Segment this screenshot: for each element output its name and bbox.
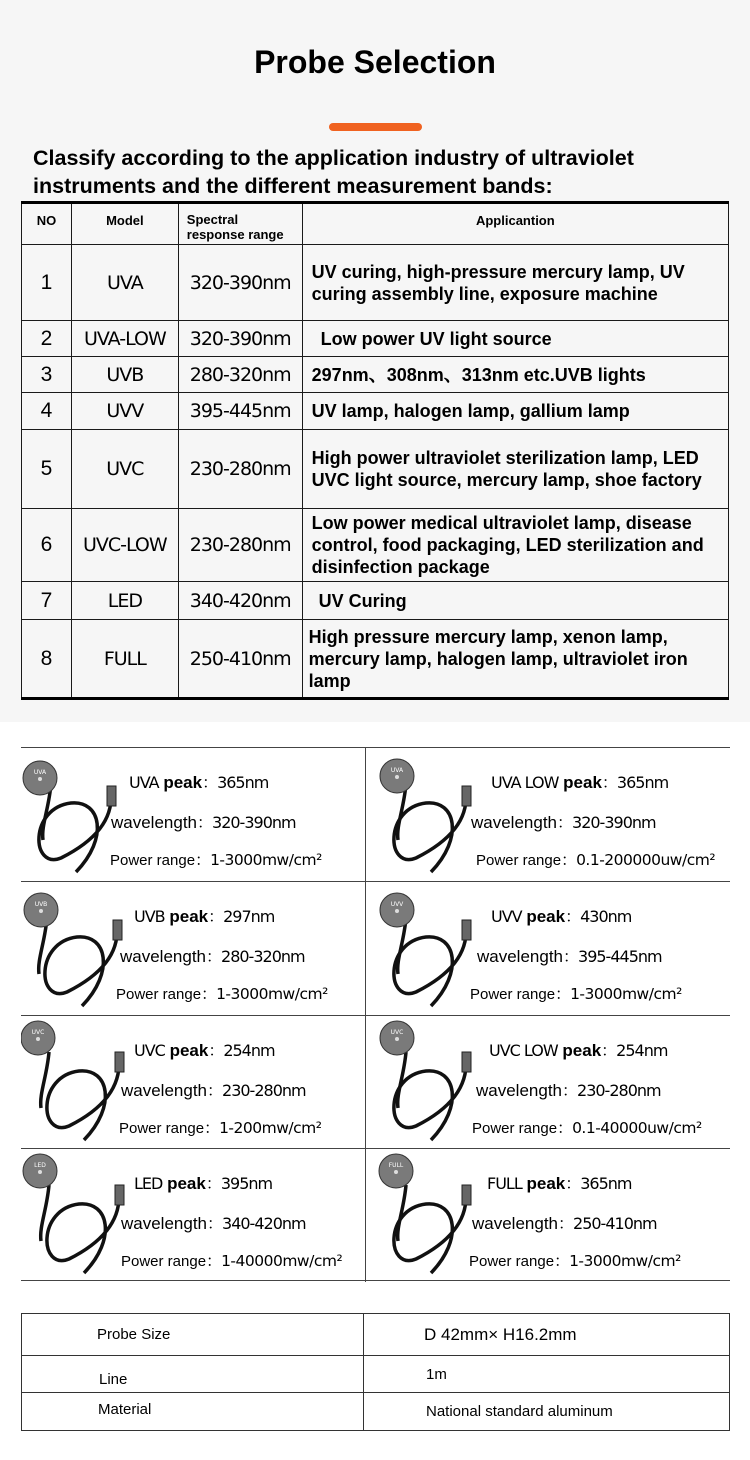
row-range: 230-280nm (178, 509, 302, 582)
table-row (22, 357, 729, 393)
power-range-label: Power range：1-3000mw/cm² (116, 985, 328, 1003)
table-row (22, 582, 729, 620)
row-range: 320-390nm (178, 245, 302, 321)
spec-row-size (22, 1314, 730, 1356)
spec-value: D 42mm× H16.2mm (364, 1314, 730, 1356)
table-row (22, 245, 729, 321)
peak-label: UVB peak：297nm (134, 907, 275, 926)
svg-text:UVC: UVC (31, 1029, 45, 1036)
row-application: UV Curing (302, 582, 728, 620)
power-range-label: Power range：1-200mw/cm² (119, 1119, 322, 1137)
power-range-label: Power range：1-40000mw/cm² (121, 1252, 343, 1270)
accent-bar (329, 123, 422, 131)
row-application: Low power UV light source (302, 321, 728, 357)
peak-label: UVA LOW peak：365nm (491, 773, 669, 792)
row-application: High power ultraviolet sterilization lamp, LED UVC light source, mercury lamp, shoe factory (302, 430, 728, 509)
spec-value: National standard aluminum (364, 1393, 730, 1431)
table-header-row (22, 203, 729, 245)
svg-text:UVA: UVA (390, 767, 404, 774)
row-no: 4 (22, 393, 72, 430)
wavelength-label: wavelength：340-420nm (121, 1214, 306, 1233)
row-range: 250-410nm (178, 620, 302, 699)
spec-key: Probe Size (22, 1314, 364, 1356)
table-row (22, 430, 729, 509)
svg-text:FULL: FULL (388, 1162, 404, 1169)
svg-text:UVV: UVV (390, 901, 404, 908)
uva-low-probe-icon (366, 748, 478, 881)
row-application: UV curing, high-pressure mercury lamp, UV curing assembly line, exposure machine (302, 245, 728, 321)
svg-text:UVC: UVC (390, 1029, 404, 1036)
full-probe-icon (366, 1149, 478, 1282)
power-range-label: Power range：1-3000mw/cm² (110, 851, 322, 869)
spec-row-line (22, 1356, 730, 1393)
probe-card-uvc (21, 1016, 365, 1149)
peak-label: FULL peak：365nm (487, 1174, 632, 1193)
wavelength-label: wavelength：280-320nm (120, 947, 305, 966)
row-no: 3 (22, 357, 72, 393)
svg-text:UVB: UVB (34, 901, 48, 908)
row-model: UVB (71, 357, 178, 393)
row-no: 6 (22, 509, 72, 582)
led-probe-icon (21, 1149, 133, 1282)
row-model: FULL (71, 620, 178, 699)
row-no: 5 (22, 430, 72, 509)
row-no: 8 (22, 620, 72, 699)
table-row (22, 321, 729, 357)
probe-card-uva-low (366, 748, 716, 881)
probe-card-uvb (21, 882, 365, 1015)
probe-card-uvc-low (366, 1016, 710, 1149)
wavelength-label: wavelength：250-410nm (472, 1214, 657, 1233)
wavelength-label: wavelength：320-390nm (111, 813, 296, 832)
header-model: Model (71, 203, 178, 245)
spec-value: 1m (364, 1356, 730, 1393)
svg-text:UVA: UVA (33, 769, 47, 776)
header-no: NO (22, 203, 72, 245)
probe-spec-table (21, 1313, 730, 1431)
header-application: Applicantion (302, 203, 728, 245)
wavelength-label: wavelength：395-445nm (477, 947, 662, 966)
spec-row-material (22, 1393, 730, 1431)
uvc-low-probe-icon (366, 1016, 478, 1149)
peak-label: UVC peak：254nm (134, 1041, 275, 1060)
uvc-probe-icon (21, 1016, 133, 1149)
power-range-label: Power range：0.1-200000uw/cm² (476, 851, 716, 869)
row-application: UV lamp, halogen lamp, gallium lamp (302, 393, 728, 430)
peak-label: LED peak：395nm (134, 1174, 273, 1193)
row-model: UVC-LOW (71, 509, 178, 582)
power-range-label: Power range：1-3000mw/cm² (470, 985, 682, 1003)
row-no: 7 (22, 582, 72, 620)
table-row (22, 509, 729, 582)
wavelength-label: wavelength：320-390nm (471, 813, 656, 832)
spec-key: Line (22, 1356, 364, 1393)
wavelength-label: wavelength：230-280nm (476, 1081, 661, 1100)
row-model: LED (71, 582, 178, 620)
table-row (22, 393, 729, 430)
table-row (22, 620, 729, 699)
row-model: UVC (71, 430, 178, 509)
probe-grid (21, 747, 730, 1281)
row-model: UVA-LOW (71, 321, 178, 357)
probe-card-led (21, 1149, 365, 1282)
row-model: UVV (71, 393, 178, 430)
header-spectral: Spectral response range (178, 203, 302, 245)
row-range: 395-445nm (178, 393, 302, 430)
svg-text:LED: LED (34, 1162, 46, 1169)
probe-card-uvv (366, 882, 710, 1015)
page-title: Probe Selection (254, 44, 496, 80)
spec-key: Material (22, 1393, 364, 1431)
probe-selection-table (21, 201, 729, 700)
row-range: 320-390nm (178, 321, 302, 357)
row-range: 280-320nm (178, 357, 302, 393)
row-no: 2 (22, 321, 72, 357)
row-range: 230-280nm (178, 430, 302, 509)
row-application: Low power medical ultraviolet lamp, disease control, food packaging, LED sterilization and disinfection package (302, 509, 728, 582)
row-range: 340-420nm (178, 582, 302, 620)
wavelength-label: wavelength：230-280nm (121, 1081, 306, 1100)
peak-label: UVV peak：430nm (491, 907, 632, 926)
intro-text: Classify according to the application industry of ultraviolet instruments and the different measurement bands: (33, 146, 634, 198)
peak-label: UVC LOW peak：254nm (489, 1041, 668, 1060)
row-no: 1 (22, 245, 72, 321)
row-application: 297nm、308nm、313nm etc.UVB lights (302, 357, 728, 393)
power-range-label: Power range：1-3000mw/cm² (469, 1252, 681, 1270)
uvv-probe-icon (366, 882, 478, 1015)
row-model: UVA (71, 245, 178, 321)
probe-card-uva (21, 748, 365, 881)
power-range-label: Power range：0.1-40000uw/cm² (472, 1119, 702, 1137)
probe-card-full (366, 1149, 710, 1282)
peak-label: UVA peak：365nm (129, 773, 269, 792)
row-application: High pressure mercury lamp, xenon lamp, mercury lamp, halogen lamp, ultraviolet iron lamp (302, 620, 728, 699)
